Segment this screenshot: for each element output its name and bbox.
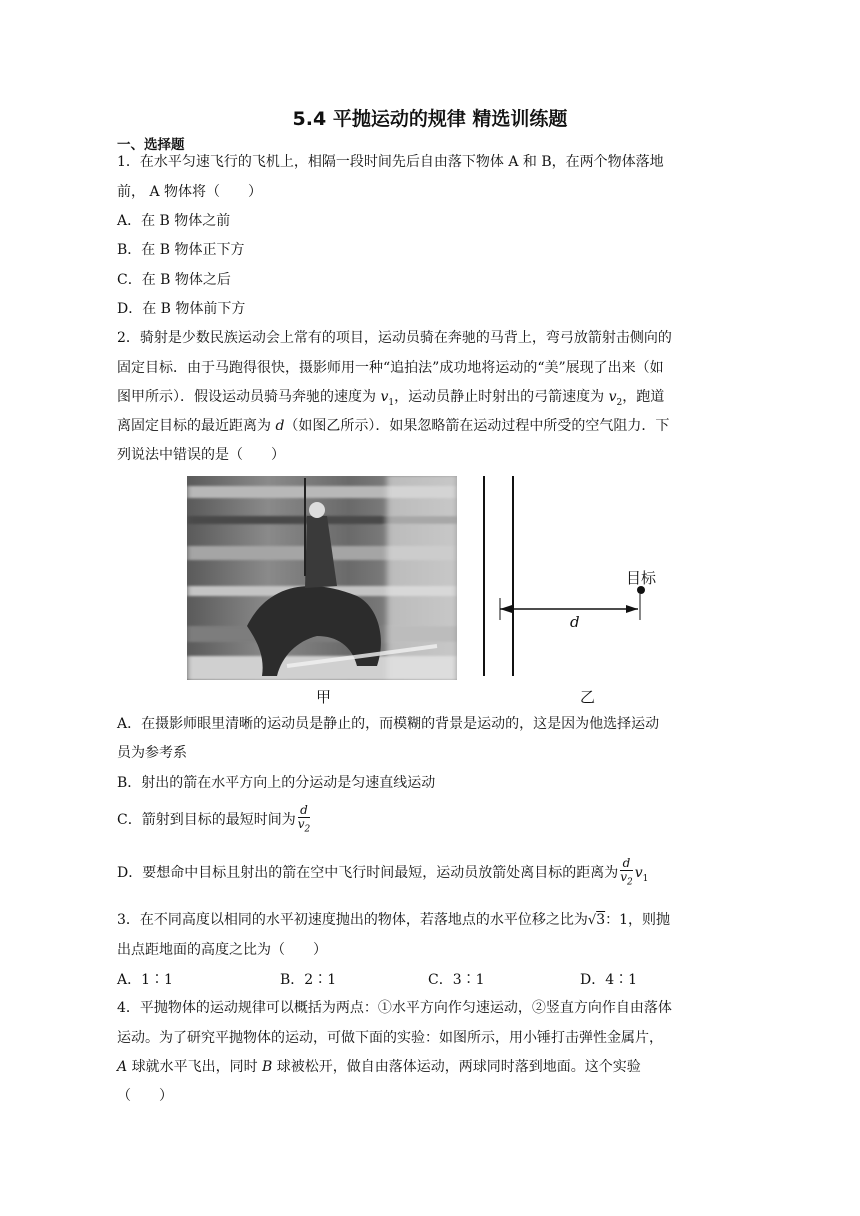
fraction-d-over-v2: $\frac{d}{v_2}$ — [297, 803, 311, 835]
q2-option-a-line1: A．在摄影师眼里清晰的运动员是静止的，而模糊的背景是运动的，这是因为他选择运动 — [117, 716, 660, 732]
track-diagram — [470, 470, 690, 710]
section-heading: 一、选择题 — [117, 137, 185, 153]
q2-option-a-line2: 员为参考系 — [117, 745, 187, 761]
q4-stem-line4: （ ） — [117, 1088, 173, 1104]
q4-stem-line1: 4．平抛物体的运动规律可以概括为两点：①水平方向作匀速运动，②竖直方向作自由落体 — [117, 1000, 672, 1016]
q2-option-b: B．射出的箭在水平方向上的分运动是匀速直线运动 — [117, 775, 436, 791]
q2-option-d: D．要想命中目标且射出的箭在空中飞行时间最短，运动员放箭处离目标的距离为 $\frac{d}{v_2}$ $v_1$ — [117, 856, 649, 888]
q1-option-b: B．在 B 物体正下方 — [117, 242, 245, 258]
q4-stem-line2: 运动。为了研究平抛物体的运动，可做下面的实验：如图所示，用小锤打击弹性金属片， — [117, 1030, 663, 1046]
figure-caption-yi: 乙 — [580, 688, 596, 706]
archer-photo — [187, 476, 457, 680]
sqrt-symbol: √ — [587, 913, 597, 928]
figure-caption-jia: 甲 — [316, 688, 332, 706]
q3-stem-line1: 3．在不同高度以相同的水平初速度抛出的物体，若落地点的水平位移之比为√3：1，则抛 — [117, 912, 671, 928]
q2-stem-line1: 2．骑射是少数民族运动会上常有的项目，运动员骑在奔驰的马背上，弯弓放箭射击侧向的 — [117, 330, 672, 346]
q3-stem-line2: 出点距地面的高度之比为（ ） — [117, 942, 327, 958]
fraction-d-over-v2: $\frac{d}{v_2}$ — [620, 856, 633, 888]
q3-option-a: A．1∶1 — [117, 972, 173, 988]
target-label: 目标 — [626, 569, 657, 587]
q1-option-d: D．在 B 物体前下方 — [117, 301, 246, 317]
q2-stem-line3: 图甲所示）．假设运动员骑马奔驰的速度为 $v_1$，运动员静止时射出的弓箭速度为 $v_2$，跑道 — [117, 389, 665, 408]
q1-option-a: A．在 B 物体之前 — [117, 213, 231, 229]
q2-stem-line4: 离固定目标的最近距离为 d（如图乙所示）．如果忽略箭在运动过程中所受的空气阻力．下 — [117, 418, 670, 434]
q2-stem-line5: 列说法中错误的是（ ） — [117, 447, 285, 463]
q1-stem-line1: 1．在水平匀速飞行的飞机上，相隔一段时间先后自由落下物体 A 和 B，在两个物体落地 — [117, 154, 664, 170]
distance-label: d — [570, 613, 580, 631]
q4-stem-line3: A 球就水平飞出，同时 B 球被松开，做自由落体运动，两球同时落到地面。这个实验 — [117, 1059, 641, 1075]
q3-option-b: B．2∶1 — [280, 972, 337, 988]
q2-stem-line2: 固定目标．由于马跑得很快，摄影师用一种“追拍法”成功地将运动的“美”展现了出来（如 — [117, 360, 664, 376]
q3-option-c: C．3∶1 — [428, 972, 485, 988]
page-title: 5.4 平抛运动的规律 精选训练题 — [292, 108, 568, 130]
q1-option-c: C．在 B 物体之后 — [117, 272, 231, 288]
q2-option-c: C．箭射到目标的最短时间为 $\frac{d}{v_2}$ — [117, 803, 311, 835]
q1-stem-line2: 前， A 物体将（ ） — [117, 184, 263, 200]
q3-option-d: D．4∶1 — [580, 972, 638, 988]
